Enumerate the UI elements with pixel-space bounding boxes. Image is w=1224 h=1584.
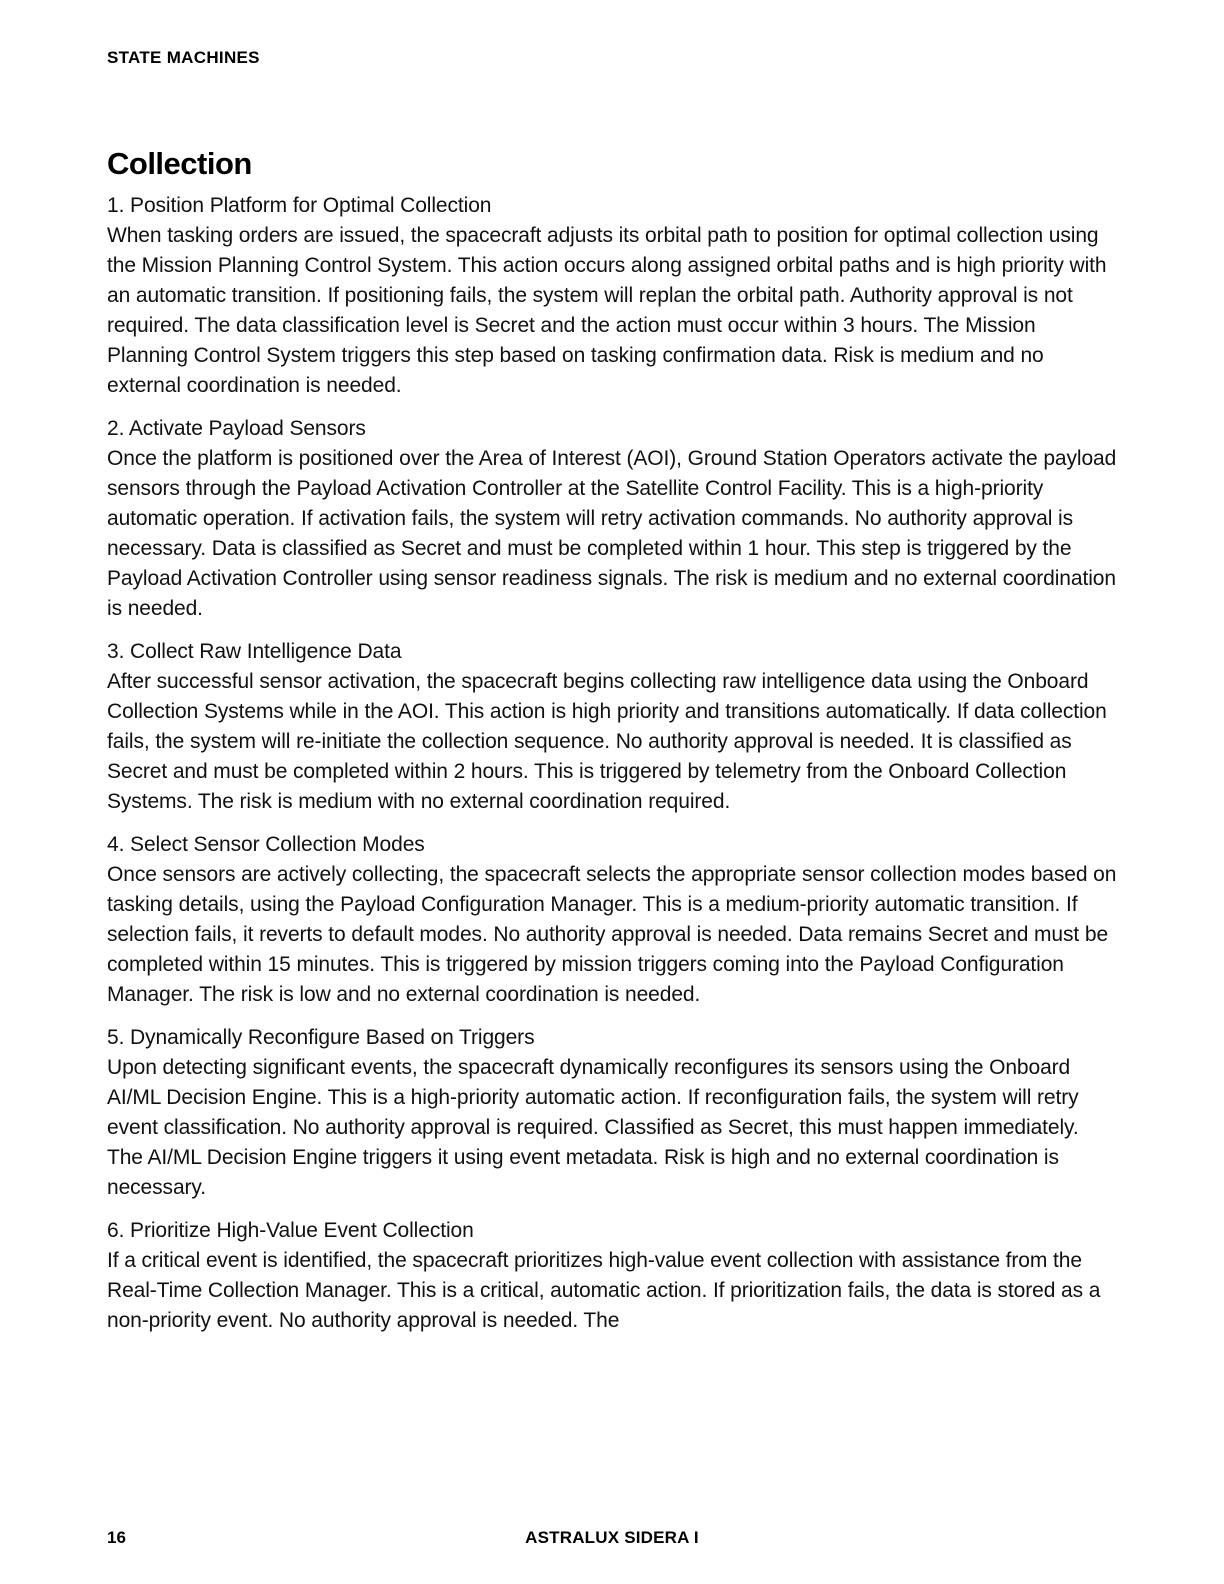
process-step-1 bbox=[107, 191, 1117, 401]
step-title: 6. Prioritize High-Value Event Collection bbox=[107, 1219, 474, 1242]
step-title: 4. Select Sensor Collection Modes bbox=[107, 833, 425, 856]
process-step-4 bbox=[107, 830, 1117, 1010]
step-body: Upon detecting significant events, the spacecraft dynamically reconfigures its sensors using the Onboard AI/ML Decision Engine. This is a high-priority automatic action. If reconfiguration fails, the system will retry event classification. No authority approval is required. Classified as Secret, this must happen immediately. The AI/ML Decision Engine triggers it using event metadata. Risk is high and no external coordination is necessary. bbox=[107, 1056, 1079, 1199]
step-title: 1. Position Platform for Optimal Collection bbox=[107, 194, 492, 217]
step-title: 2. Activate Payload Sensors bbox=[107, 417, 366, 440]
process-step-2 bbox=[107, 414, 1117, 624]
footer-doc-title: ASTRALUX SIDERA I bbox=[525, 1528, 699, 1547]
step-body: After successful sensor activation, the spacecraft begins collecting raw intelligence data using the Onboard Collection Systems while in the AOI. This action is high priority and transitions automatically. If data collection fails, the system will re-initiate the collection sequence. No authority approval is needed. It is classified as Secret and must be completed within 2 hours. This is triggered by telemetry from the Onboard Collection Systems. The risk is medium with no external coordination required. bbox=[107, 670, 1107, 813]
section-content bbox=[107, 146, 1117, 1349]
step-body: If a critical event is identified, the spacecraft prioritizes high-value event collection with assistance from the Real-Time Collection Manager. This is a critical, automatic action. If prioritization fails, the data is stored as a non-priority event. No authority approval is needed. The bbox=[107, 1249, 1101, 1332]
running-header: STATE MACHINES bbox=[107, 48, 260, 67]
step-title: 3. Collect Raw Intelligence Data bbox=[107, 640, 402, 663]
page-number: 16 bbox=[107, 1528, 126, 1547]
section-title: Collection bbox=[107, 146, 252, 181]
step-body: Once the platform is positioned over the Area of Interest (AOI), Ground Station Operators activate the payload sensors through the Payload Activation Controller at the Satellite Control Facility. This is a high-priority automatic operation. If activation fails, the system will retry activation commands. No authority approval is necessary. Data is classified as Secret and must be completed within 1 hour. This step is triggered by the Payload Activation Controller using sensor readiness signals. The risk is medium and no external coordination is needed. bbox=[107, 447, 1117, 620]
step-title: 5. Dynamically Reconfigure Based on Triggers bbox=[107, 1026, 535, 1049]
step-body: When tasking orders are issued, the spacecraft adjusts its orbital path to position for optimal collection using the Mission Planning Control System. This action occurs along assigned orbital paths and is high priority with an automatic transition. If positioning fails, the system will replan the orbital path. Authority approval is not required. The data classification level is Secret and the action must occur within 3 hours. The Mission Planning Control System triggers this step based on tasking confirmation data. Risk is medium and no external coordination is needed. bbox=[107, 224, 1107, 397]
process-step-5 bbox=[107, 1023, 1117, 1203]
process-step-3 bbox=[107, 637, 1117, 817]
page-footer bbox=[0, 1528, 1224, 1552]
step-body: Once sensors are actively collecting, the spacecraft selects the appropriate sensor collection modes based on tasking details, using the Payload Configuration Manager. This is a medium-priority automatic transition. If selection fails, it reverts to default modes. No authority approval is needed. Data remains Secret and must be completed within 15 minutes. This is triggered by mission triggers coming into the Payload Configuration Manager. The risk is low and no external coordination is needed. bbox=[107, 863, 1117, 1006]
process-step-6 bbox=[107, 1216, 1117, 1336]
